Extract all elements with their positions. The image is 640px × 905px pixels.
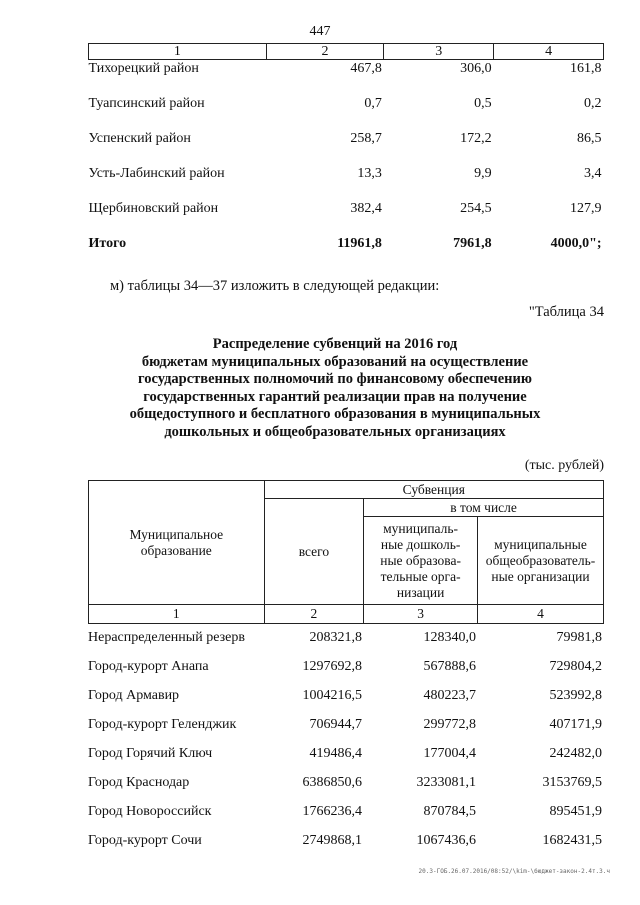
header-including: в том числе [364, 499, 604, 517]
preschool-value: 3233081,1 [416, 775, 476, 790]
top-table [88, 43, 604, 270]
table-title [70, 336, 600, 441]
col-number-1: 1 [89, 605, 265, 624]
col-header-4: 4 [494, 44, 604, 60]
municipality-name: Город Армавир [88, 688, 180, 703]
total-value: 1766236,4 [302, 804, 362, 819]
value-col2: 467,8 [350, 61, 382, 76]
table-row [89, 200, 604, 235]
total-value: 1004216,5 [302, 688, 362, 703]
preschool-value: 567888,6 [423, 659, 476, 674]
title-line: дошкольных и общеобразовательных организациях [164, 423, 506, 440]
header-subvention: Субвенция [264, 481, 603, 499]
total-value: 706944,7 [309, 717, 362, 732]
general-value: 729804,2 [549, 659, 602, 674]
general-value: 407171,9 [549, 717, 602, 732]
district-name: Тихорецкий район [88, 61, 199, 76]
title-line: бюджетам муниципальных образований на осуществление [141, 353, 529, 370]
total-col4: 4000,0"; [550, 236, 602, 251]
municipality-name: Город Новороссийск [88, 804, 212, 819]
table-row [88, 833, 604, 862]
main-table-header [88, 480, 604, 624]
value-col3: 9,9 [474, 166, 492, 181]
header-total: всего [264, 499, 364, 605]
value-col2: 258,7 [350, 131, 382, 146]
table-row [88, 659, 604, 688]
value-col3: 0,5 [474, 96, 492, 111]
value-col4: 0,2 [584, 96, 602, 111]
district-name: Успенский район [88, 131, 191, 146]
value-col2: 382,4 [350, 201, 382, 216]
title-line: общедоступного и бесплатного образования в муниципальных [129, 406, 541, 422]
amendment-paragraph: м) таблицы 34—37 изложить в следующей редакции: [110, 278, 440, 294]
table-row [88, 804, 604, 833]
municipality-name: Город-курорт Сочи [88, 833, 202, 848]
value-col4: 86,5 [577, 131, 602, 146]
top-table-header [89, 44, 604, 60]
general-value: 242482,0 [549, 746, 602, 761]
header-general-text: муниципальные общеобразователь-ные организации [485, 536, 596, 584]
table-row [89, 130, 604, 165]
col-number-2: 2 [264, 605, 364, 624]
district-name: Усть-Лабинский район [88, 166, 225, 181]
value-col2: 13,3 [357, 166, 382, 181]
col-header-2: 2 [266, 44, 384, 60]
header-preschool-text: муниципаль-ные дошколь-ные образова-тельные орга-низации [380, 520, 461, 600]
table-row [88, 775, 604, 804]
preschool-value: 299772,8 [423, 717, 476, 732]
preschool-value: 177004,4 [423, 746, 476, 761]
value-col3: 306,0 [460, 61, 492, 76]
col-number-3: 3 [364, 605, 478, 624]
table-number: "Таблица 34 [528, 304, 604, 320]
header-preschool [364, 517, 478, 605]
district-name: Туапсинский район [88, 96, 205, 111]
total-value: 208321,8 [309, 630, 362, 645]
total-value: 1297692,8 [302, 659, 362, 674]
preschool-value: 870784,5 [423, 804, 476, 819]
general-value: 79981,8 [556, 630, 602, 645]
total-value: 6386850,6 [302, 775, 362, 790]
header-municipality [89, 481, 265, 605]
value-col4: 161,8 [570, 61, 602, 76]
municipality-name: Город Краснодар [88, 775, 190, 790]
document-footer: 20.3-ГОБ.26.07.2016/08:52/\kim-\бюджет-закон-2.4т.3.ч [418, 868, 610, 875]
total-value: 2749868,1 [302, 833, 362, 848]
district-name: Щербиновский район [88, 201, 219, 216]
title-line: государственных гарантий реализации прав на получение [143, 388, 527, 405]
total-value: 419486,4 [309, 746, 362, 761]
main-table-body [88, 630, 604, 862]
title-line: Распределение субвенций на 2016 год [212, 336, 458, 352]
value-col2: 0,7 [364, 96, 382, 111]
col-number-4: 4 [478, 605, 604, 624]
total-col3: 7961,8 [453, 236, 492, 251]
value-col3: 254,5 [460, 201, 492, 216]
value-col4: 3,4 [584, 166, 602, 181]
municipality-name: Город-курорт Геленджик [88, 717, 237, 732]
table-row [88, 688, 604, 717]
col-header-3: 3 [384, 44, 494, 60]
total-col2: 11961,8 [337, 236, 382, 251]
general-value: 3153769,5 [542, 775, 602, 790]
preschool-value: 1067436,6 [416, 833, 476, 848]
municipality-name: Город-курорт Анапа [88, 659, 209, 674]
header-general [478, 517, 604, 605]
table-row [89, 165, 604, 200]
table-row [88, 717, 604, 746]
table-row [88, 746, 604, 775]
value-col4: 127,9 [570, 201, 602, 216]
municipality-name: Нераспределенный резерв [88, 630, 245, 645]
header-municipality-text: Муниципальное образование [129, 526, 224, 558]
general-value: 1682431,5 [542, 833, 602, 848]
preschool-value: 128340,0 [423, 630, 476, 645]
general-value: 523992,8 [549, 688, 602, 703]
table-row [88, 630, 604, 659]
preschool-value: 480223,7 [423, 688, 476, 703]
units-label: (тыс. рублей) [524, 458, 604, 473]
total-row [89, 235, 604, 270]
table-row [89, 95, 604, 130]
municipality-name: Город Горячий Ключ [88, 746, 213, 761]
total-label: Итого [88, 236, 127, 251]
table-row [89, 60, 604, 96]
general-value: 895451,9 [549, 804, 602, 819]
title-line: государственных полномочий по финансовому обеспечению [138, 371, 532, 387]
value-col3: 172,2 [460, 131, 492, 146]
page-number: 447 [309, 24, 331, 39]
col-header-1: 1 [89, 44, 267, 60]
